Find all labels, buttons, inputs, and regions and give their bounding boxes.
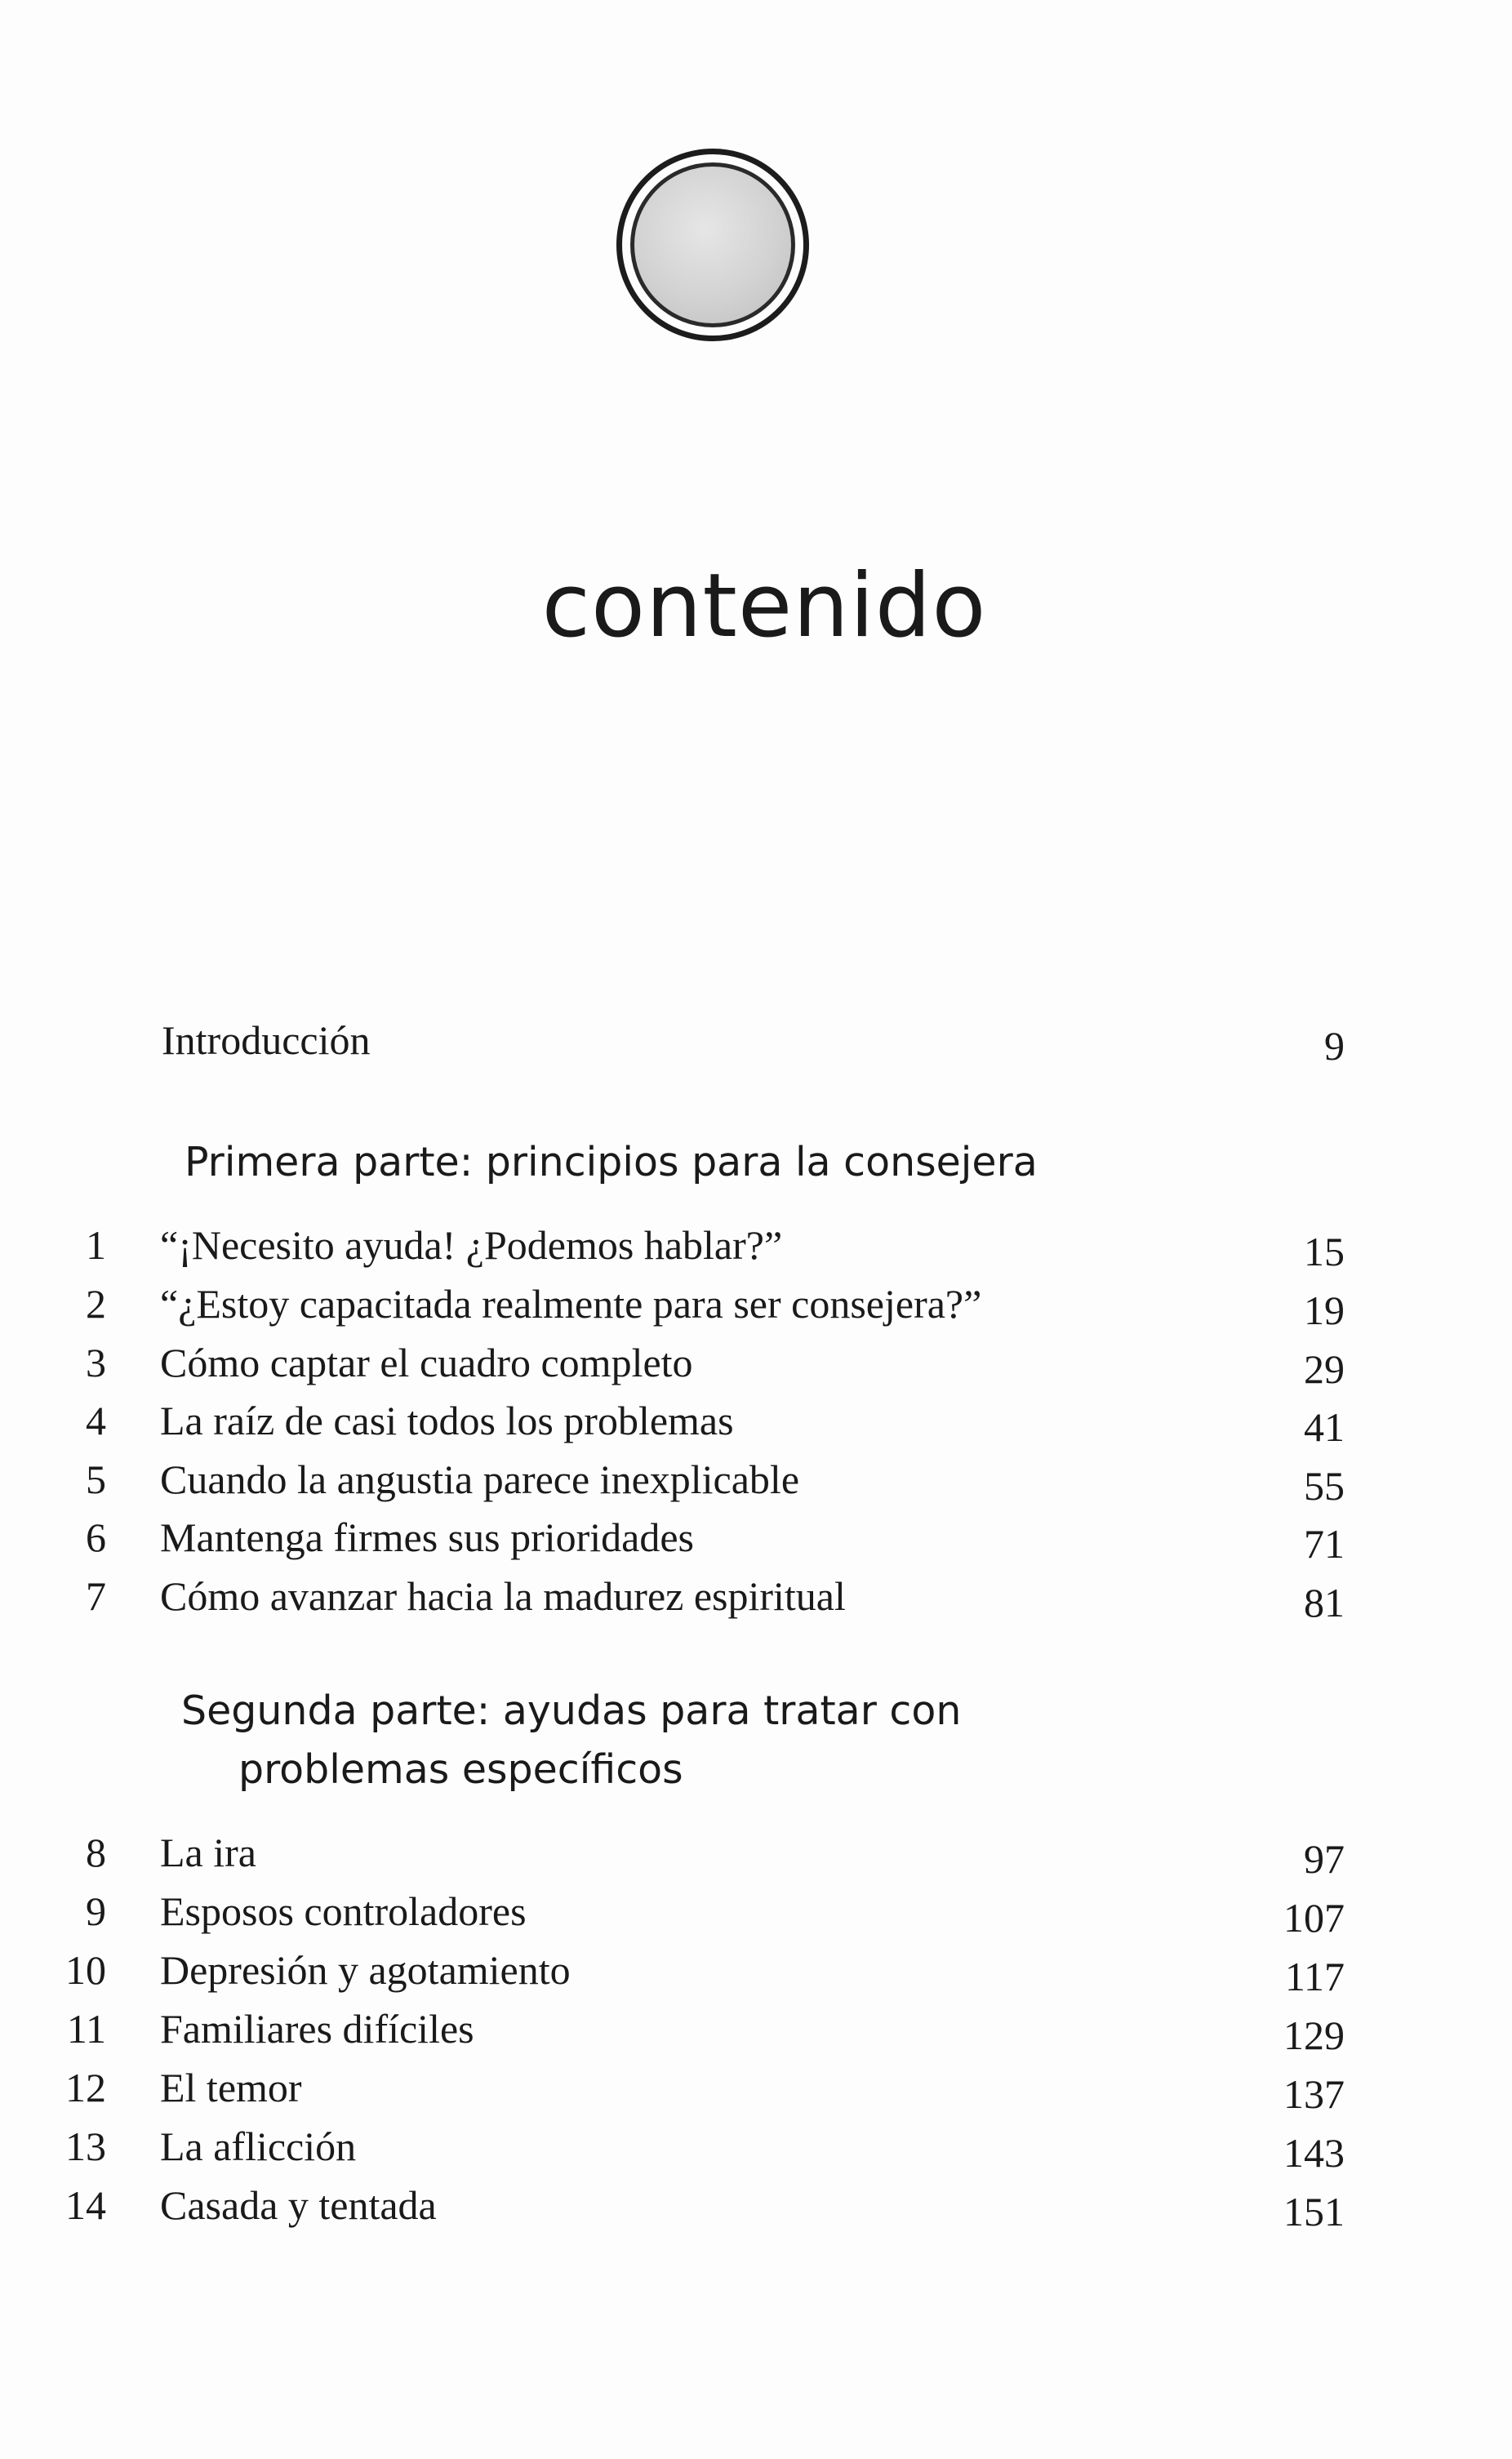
toc-row: [0, 1221, 1512, 1280]
chapter-number: 3: [86, 1340, 106, 1385]
toc-row: [0, 2181, 1512, 2240]
chapter-page: 107: [1283, 1895, 1345, 1941]
chapter-number: 4: [86, 1398, 106, 1443]
chapter-title: La ira: [160, 1830, 256, 1875]
toc-row: [0, 1339, 1512, 1398]
chapter-title: El temor: [160, 2065, 302, 2110]
chapter-title: La raíz de casi todos los problemas: [160, 1398, 734, 1443]
chapter-page: 143: [1283, 2130, 1345, 2176]
chapter-page: 97: [1304, 1836, 1345, 1882]
part2-heading-line2: problemas específicos: [238, 1746, 683, 1793]
chapter-title: Familiares difíciles: [160, 2006, 474, 2052]
chapter-number: 5: [86, 1456, 106, 1502]
chapter-title: Depresión y agotamiento: [160, 1947, 571, 1993]
chapter-title: “¿Estoy capacitada realmente para ser consejera?”: [160, 1281, 982, 1327]
chapter-title: La aflicción: [160, 2123, 357, 2169]
circle-ornament-inner: [630, 162, 795, 327]
chapter-title: Casada y tentada: [160, 2182, 437, 2228]
chapter-number: 12: [65, 2065, 106, 2110]
chapter-number: 8: [86, 1830, 106, 1875]
toc-row: [0, 2123, 1512, 2181]
chapter-title: Esposos controladores: [160, 1888, 527, 1934]
chapter-page: 129: [1283, 2012, 1345, 2058]
chapter-title: Mantenga firmes sus prioridades: [160, 1514, 695, 1560]
chapter-title: Cuando la angustia parece inexplicable: [160, 1456, 800, 1502]
chapter-title: Cómo avanzar hacia la madurez espiritual: [160, 1573, 846, 1619]
chapter-page: 151: [1283, 2189, 1345, 2234]
part1-heading: Primera parte: principios para la consejera: [185, 1139, 1038, 1185]
chapter-number: 10: [65, 1947, 106, 1993]
page-title: contenido: [541, 555, 987, 657]
chapter-title: “¡Necesito ayuda! ¿Podemos hablar?”: [160, 1222, 783, 1268]
toc-row: [0, 2005, 1512, 2064]
toc-row: [0, 1572, 1512, 1631]
toc-row: [0, 1397, 1512, 1456]
part2-heading: [181, 1682, 961, 1799]
chapter-title: Cómo captar el cuadro completo: [160, 1340, 693, 1385]
chapter-number: 1: [86, 1222, 106, 1268]
toc-row: [0, 2064, 1512, 2123]
chapter-page: 71: [1304, 1521, 1345, 1567]
chapter-page: 55: [1304, 1463, 1345, 1509]
chapter-page: 117: [1284, 1954, 1345, 1999]
part2-heading-line1: Segunda parte: ayudas para tratar con: [181, 1688, 962, 1734]
chapter-number: 2: [86, 1281, 106, 1327]
chapter-number: 14: [65, 2182, 106, 2228]
toc-row: [0, 1514, 1512, 1572]
chapter-page: 41: [1304, 1404, 1345, 1450]
toc-row: [0, 1946, 1512, 2005]
toc-row: [0, 1888, 1512, 1946]
circle-ornament-icon: [616, 149, 809, 341]
chapter-number: 13: [65, 2123, 106, 2169]
chapter-page: 81: [1304, 1580, 1345, 1625]
toc-row: [0, 1280, 1512, 1339]
chapter-page: 19: [1304, 1287, 1345, 1333]
chapter-number: 6: [86, 1514, 106, 1560]
introduction-page: 9: [1324, 1023, 1345, 1069]
toc-row: [0, 1456, 1512, 1514]
introduction-label: Introducción: [162, 1017, 371, 1063]
chapter-page: 137: [1283, 2071, 1345, 2117]
chapter-page: 15: [1304, 1229, 1345, 1274]
chapter-number: 11: [66, 2006, 106, 2052]
toc-row: [0, 1829, 1512, 1888]
chapter-number: 7: [86, 1573, 106, 1619]
chapter-page: 29: [1304, 1346, 1345, 1392]
chapter-number: 9: [86, 1888, 106, 1934]
